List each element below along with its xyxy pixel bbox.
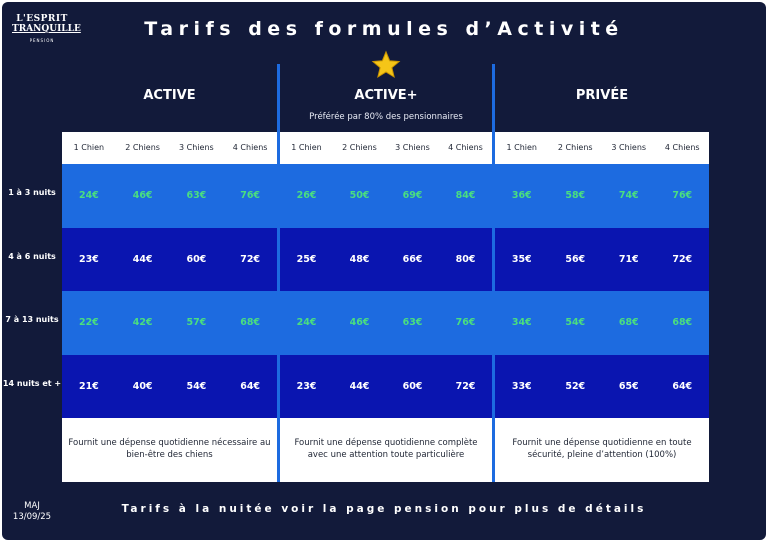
dog-label: 4 Chiens (664, 143, 700, 152)
update-label: MAJ (24, 501, 40, 511)
price-cell: 63€ (402, 317, 423, 328)
logo-line1: L'ESPRIT (16, 14, 68, 24)
price-row (280, 228, 492, 292)
plan-privee (495, 64, 709, 482)
price-cell: 23€ (296, 380, 317, 392)
price-cell: 72€ (455, 380, 476, 392)
price-cell: 23€ (78, 253, 99, 265)
price-cell: 72€ (672, 253, 693, 265)
price-cell: 33€ (511, 380, 532, 392)
star-icon (371, 50, 401, 80)
price-row (495, 291, 709, 355)
price-cell: 64€ (240, 380, 261, 392)
price-cell: 54€ (186, 380, 207, 392)
dog-label: 3 Chiens (611, 143, 647, 152)
price-row (280, 164, 492, 228)
row-label: 14 nuits et + (2, 379, 62, 388)
price-cell: 57€ (186, 317, 207, 328)
price-cell: 74€ (618, 190, 639, 201)
dog-label: 3 Chiens (179, 143, 214, 152)
price-cell: 56€ (565, 253, 586, 265)
dog-count-header (495, 132, 709, 164)
price-cell: 44€ (349, 380, 370, 392)
dog-label: 3 Chiens (395, 143, 430, 152)
price-cell: 60€ (186, 253, 207, 265)
dog-label: 4 Chiens (232, 143, 268, 152)
plan-active (62, 64, 277, 482)
price-cell: 71€ (618, 253, 639, 265)
update-date: 13/09/25 (12, 512, 52, 522)
price-cell: 69€ (402, 190, 423, 201)
price-sheet (2, 2, 766, 540)
price-cell: 72€ (240, 253, 261, 265)
price-cell: 68€ (618, 317, 639, 328)
price-row (62, 228, 277, 292)
price-row (495, 164, 709, 228)
dog-label: 1 Chien (73, 143, 105, 152)
page-title: Tarifs des formules d’Activité (144, 18, 624, 40)
dog-label: 1 Chien (506, 143, 537, 152)
dog-count-header (62, 132, 277, 164)
price-cell: 21€ (78, 380, 99, 392)
row-label: 1 à 3 nuits (8, 188, 56, 197)
price-cell: 68€ (240, 317, 261, 328)
price-cell: 65€ (618, 380, 639, 392)
dog-label: 2 Chiens (557, 143, 593, 152)
price-cell: 44€ (132, 253, 153, 265)
price-cell: 58€ (565, 190, 586, 201)
price-cell: 50€ (349, 190, 370, 201)
price-cell: 42€ (132, 317, 153, 328)
price-row (62, 355, 277, 419)
price-cell: 36€ (511, 190, 532, 201)
price-cell: 80€ (455, 253, 476, 265)
price-row (495, 228, 709, 292)
dog-count-header (280, 132, 492, 164)
price-cell: 22€ (78, 317, 99, 328)
plan-description: Fournit une dépense quotidienne en toute sécurité, pleine d’attention (100%) (495, 418, 709, 482)
price-cell: 24€ (78, 190, 99, 201)
plan-name: ACTIVE+ (354, 88, 418, 103)
logo-line2: TRANQUILLE (12, 24, 81, 34)
plan-header (62, 64, 277, 132)
price-cell: 48€ (349, 253, 370, 265)
dog-label: 2 Chiens (342, 143, 377, 152)
price-cell: 76€ (672, 190, 693, 201)
price-table (62, 64, 709, 482)
price-cell: 60€ (402, 380, 423, 392)
footer-note: Tarifs à la nuitée voir la page pension pour plus de détails (121, 503, 647, 515)
logo-line3: PENSION (29, 38, 55, 43)
price-cell: 64€ (672, 380, 693, 392)
plan-subtitle: Préférée par 80% des pensionnaires (309, 112, 463, 122)
price-cell: 54€ (565, 317, 586, 328)
plan-active-plus (280, 64, 492, 482)
plan-name: ACTIVE (143, 88, 196, 103)
plan-description: Fournit une dépense quotidienne complète avec une attention toute particulière (280, 418, 492, 482)
price-row (280, 355, 492, 419)
price-cell: 26€ (296, 190, 317, 201)
price-cell: 76€ (240, 190, 261, 201)
price-row (280, 291, 492, 355)
price-cell: 52€ (565, 380, 586, 392)
dog-label: 4 Chiens (448, 143, 483, 152)
price-cell: 68€ (672, 317, 693, 328)
plan-name: PRIVÉE (575, 88, 629, 103)
price-row (62, 291, 277, 355)
price-cell: 46€ (349, 317, 370, 328)
price-cell: 25€ (296, 253, 317, 265)
price-cell: 24€ (296, 317, 317, 328)
dog-label: 2 Chiens (125, 143, 160, 152)
price-row (62, 164, 277, 228)
dog-label: 1 Chien (291, 143, 322, 152)
price-cell: 63€ (186, 190, 207, 201)
row-label: 4 à 6 nuits (8, 252, 56, 261)
price-cell: 84€ (455, 190, 476, 201)
price-cell: 34€ (511, 317, 532, 328)
price-row (495, 355, 709, 419)
price-cell: 46€ (132, 190, 153, 201)
price-cell: 76€ (455, 317, 476, 328)
plan-header (495, 64, 709, 132)
plan-description: Fournit une dépense quotidienne nécessaire au bien-être des chiens (62, 418, 277, 482)
price-cell: 66€ (402, 253, 423, 265)
row-label: 7 à 13 nuits (5, 315, 59, 324)
price-cell: 40€ (132, 380, 153, 392)
price-cell: 35€ (511, 253, 532, 265)
